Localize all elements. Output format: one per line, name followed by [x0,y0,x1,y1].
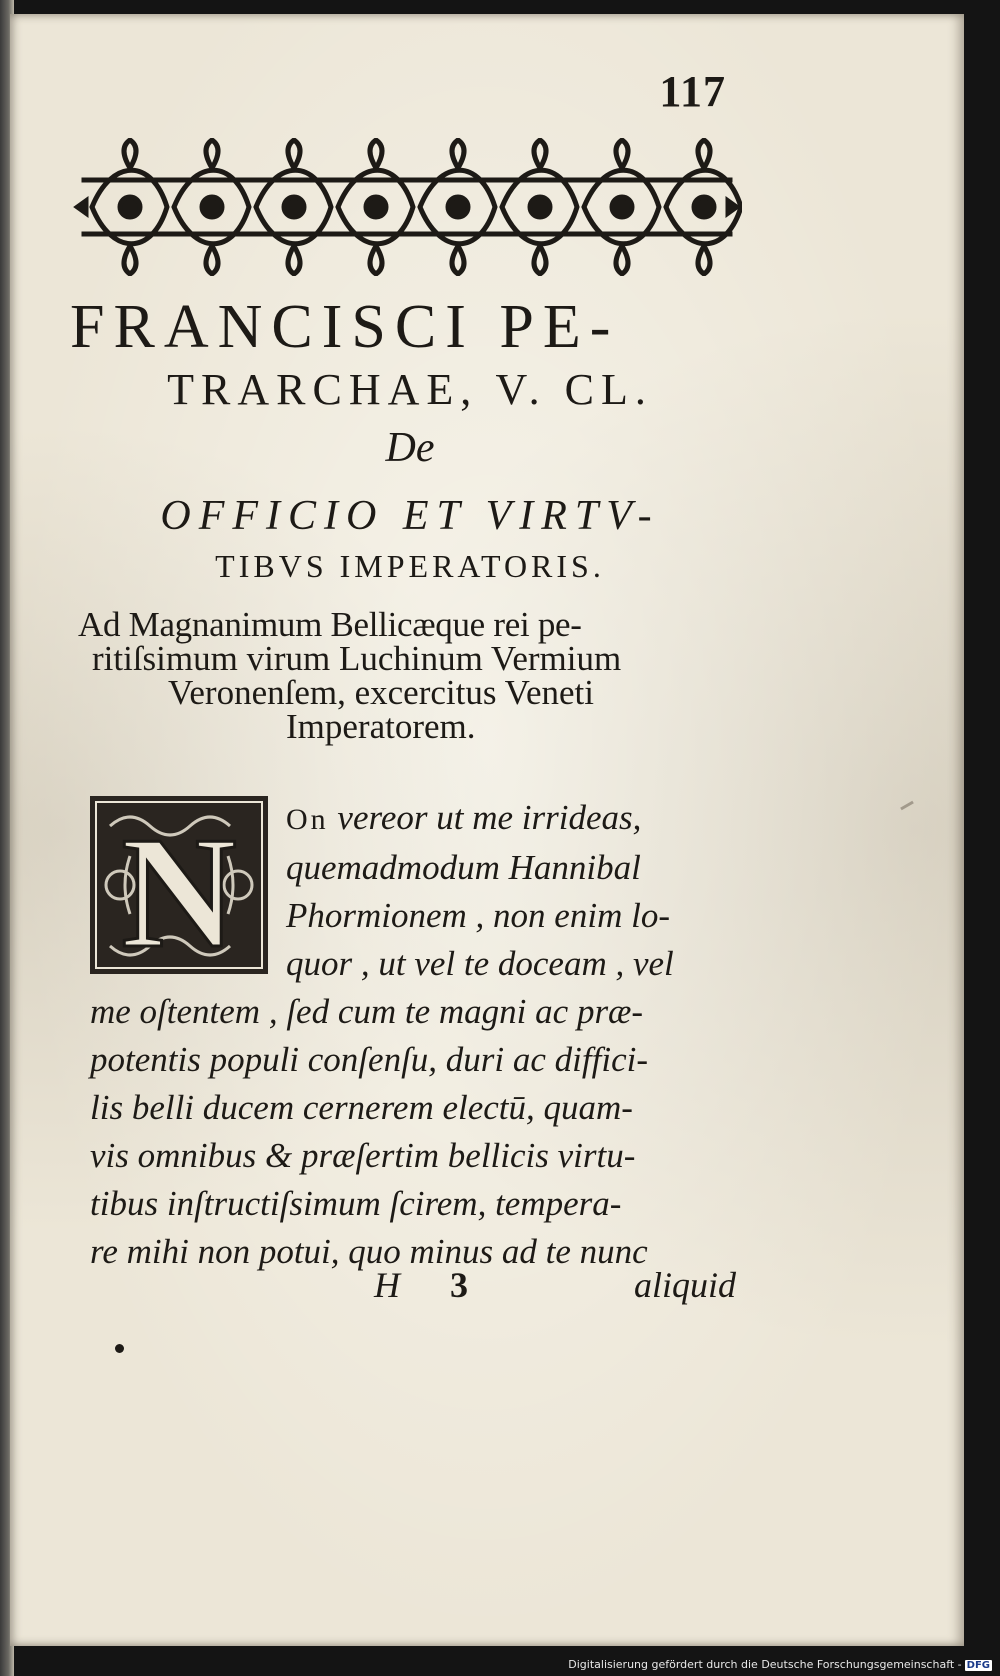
paper-mark [900,801,914,811]
catchword: aliquid [633,1265,736,1305]
body-line: re mihi non potui, quo minus ad te nunc [90,1232,648,1271]
body-text [90,794,740,1276]
dedication-line: ritiſsimum virum Luchinum Vermium [92,639,622,678]
body-line: me oſtentem , ſed cum te magni ac præ- [90,992,644,1031]
body-smallcap: On [286,803,329,836]
dedication-line: Ad Magnanimum Bellicæque rei pe- [78,605,582,644]
title-preposition: De [385,425,435,471]
body-line: quemadmodum Hannibal [286,848,641,887]
signature-number: 3 [450,1265,468,1305]
ink-speck [115,1344,124,1353]
credit-text: Digitalisierung gefördert durch die Deutsche Forschungsgemeinschaft - [568,1658,962,1671]
digitization-credit [568,1658,992,1671]
dedication-line: Imperatorem. [286,707,476,746]
title-author-line2: TRARCHAE, V. CL. [167,365,653,414]
page-number: 117 [659,67,726,116]
body-line: quor , ut vel te doceam , vel [286,944,674,983]
dedication-line: Veronenſem, excercitus Veneti [168,673,594,712]
dedication [78,605,748,746]
page-footer [90,1264,740,1312]
body-line: potentis populi conſenſu, duri ac diffici- [90,1040,648,1079]
dfg-logo: DFG [966,1660,990,1671]
body-line: tibus inſtructiſsimum ſcirem, tempera- [90,1184,622,1223]
body-line-rest: vereor ut me irrideas, [328,798,642,837]
book-page [10,14,964,1646]
body-line: lis belli ducem cernerem electū, quam- [90,1088,633,1127]
title-subject-line2: TIBVS IMPERATORIS. [215,548,605,584]
title-subject-line1: OFFICIO ET VIRTV- [160,493,660,539]
title-author-line1: FRANCISCI PE- [70,293,620,361]
initial-glyph: N [121,803,237,974]
body-line [90,794,740,844]
body-line: vis omnibus & præſertim bellicis virtu- [90,1136,636,1175]
ornamental-headpiece [72,138,742,276]
body-line: Phormionem , non enim lo- [286,896,670,935]
signature-mark: H [374,1265,400,1305]
